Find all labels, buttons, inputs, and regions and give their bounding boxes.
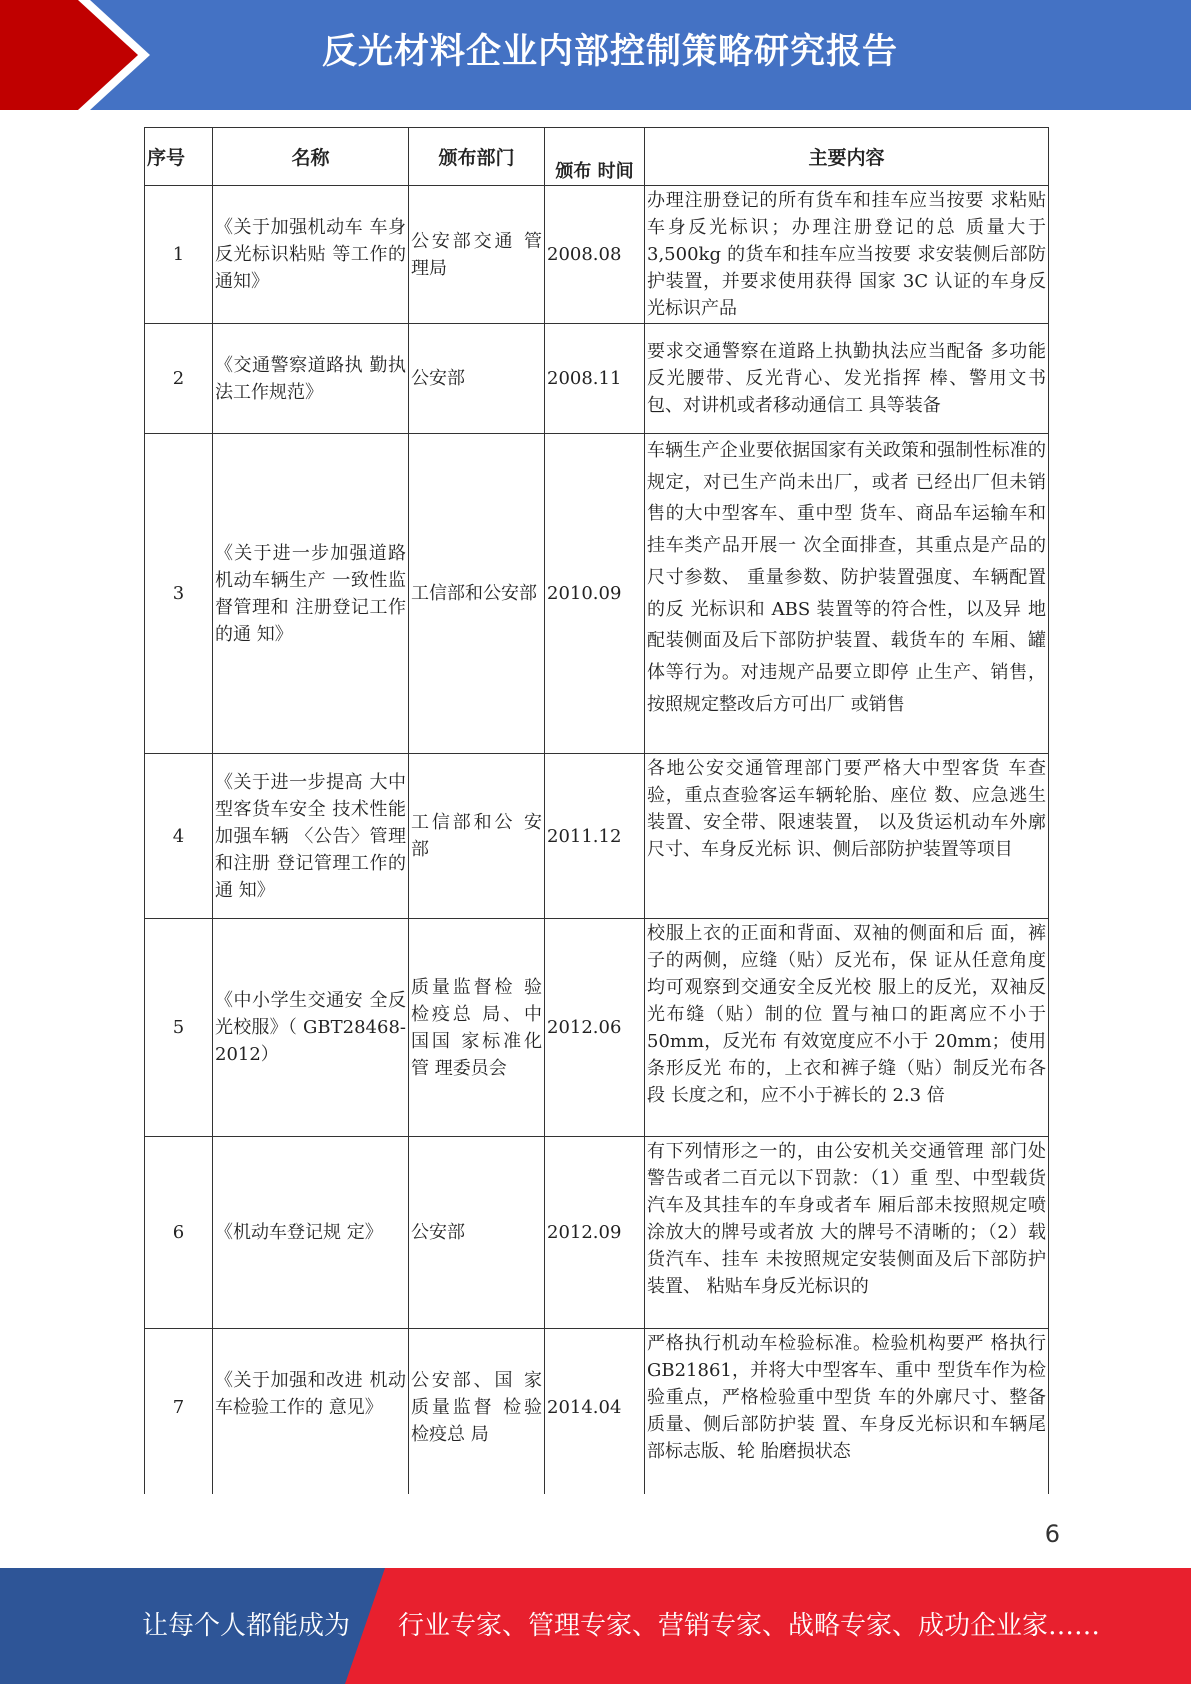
row-content: 严格执行机动车检验标准。检验机构要严 格执行 GB21861，并将大中型客车、重中 型货车作为检验重点，严格检验重中型货 车的外廓尺寸、整备质量、侧后部防护装 置、车身反光标识和车辆尾部标志版、轮 胎磨损状态: [645, 1329, 1049, 1494]
page-number: 6: [1044, 1520, 1060, 1548]
header-seq: 序号: [145, 128, 213, 186]
row-date: 2014.04: [545, 1329, 645, 1494]
row-name: 《机动车登记规 定》: [213, 1137, 409, 1329]
row-date: 2011.12: [545, 754, 645, 919]
header-red-arrow: [0, 0, 150, 110]
row-name: 《关于进一步加强道路机动车辆生产 一致性监督管理和 注册登记工作的通 知》: [213, 434, 409, 754]
table-row: [145, 1137, 1049, 1329]
row-dept: 公安部、国 家质量监督 检验检疫总 局: [409, 1329, 545, 1494]
table-header-row: [145, 128, 1049, 186]
footer-banner: [0, 1568, 1191, 1684]
row-content: 要求交通警察在道路上执勤执法应当配备 多功能反光腰带、反光背心、发光指挥 棒、警用文书包、对讲机或者移动通信工 具等装备: [645, 324, 1049, 434]
row-name: 《关于加强和改进 机动车检验工作的 意见》: [213, 1329, 409, 1494]
row-date: 2008.08: [545, 186, 645, 324]
table-row: [145, 754, 1049, 919]
row-seq: 6: [145, 1137, 213, 1329]
row-date: 2012.09: [545, 1137, 645, 1329]
table-row: [145, 1329, 1049, 1494]
row-name: 《中小学生交通安 全反光校服》（ GBT28468-2012）: [213, 919, 409, 1137]
row-content: 校服上衣的正面和背面、双袖的侧面和后 面，裤子的两侧，应缝（贴）反光布，保 证从任意角度均可观察到交通安全反光校 服上的反光，双袖反光布缝（贴）制的位 置与袖口的距离应不小于 50mm，反光布 有效宽度应不小于 20mm；使用条形反光 布的，上衣和裤子缝（贴）制反光布各段 长度之和，应不小于裤长的 2.3 倍: [645, 919, 1049, 1137]
table-row: [145, 919, 1049, 1137]
row-name: 《关于加强机动车 车身反光标识粘贴 等工作的通知》: [213, 186, 409, 324]
row-content: 车辆生产企业要依据国家有关政策和强制性标准的规定，对已生产尚未出厂，或者 已经出厂但未销售的大中型客车、重中型 货车、商品车运输车和挂车类产品开展一 次全面排查，其重点是产品的尺寸参数、 重量参数、防护装置强度、车辆配置的反 光标识和 ABS 装置等的符合性，以及异 地配装侧面及后下部防护装置、载货车的 车厢、罐体等行为。对违规产品要立即停 止生产、销售，按照规定整改后方可出厂 或销售: [645, 434, 1049, 754]
row-content: 办理注册登记的所有货车和挂车应当按要 求粘贴车身反光标识；办理注册登记的总 质量大于 3,500kg 的货车和挂车应当按要 求安装侧后部防护装置，并要求使用获得 国家 3C 认证的车身反光标识产品: [645, 186, 1049, 324]
row-seq: 1: [145, 186, 213, 324]
header-content: 主要内容: [645, 128, 1049, 186]
header-name: 名称: [213, 128, 409, 186]
row-date: 2012.06: [545, 919, 645, 1137]
row-seq: 7: [145, 1329, 213, 1494]
regulations-table-wrapper: [144, 127, 1049, 1494]
row-name: 《关于进一步提高 大中型客货车安全 技术性能加强车辆 〈公告〉管理和注册 登记管理工作的通 知》: [213, 754, 409, 919]
row-content: 有下列情形之一的，由公安机关交通管理 部门处警告或者二百元以下罚款：（1）重 型、中型载货汽车及其挂车的车身或者车 厢后部未按照规定喷涂放大的牌号或者放 大的牌号不清晰的；（2）载货汽车、挂车 未按照规定安装侧面及后下部防护装置、 粘贴车身反光标识的: [645, 1137, 1049, 1329]
page-title: 反光材料企业内部控制策略研究报告: [321, 32, 898, 72]
row-dept: 质量监督检 验检疫总 局、中国国 家标准化管 理委员会: [409, 919, 545, 1137]
row-dept: 公安部: [409, 1137, 545, 1329]
row-seq: 4: [145, 754, 213, 919]
row-content: 各地公安交通管理部门要严格大中型客货 车查验，重点查验客运车辆轮胎、座位 数、应急逃生装置、安全带、限速装置， 以及货运机动车外廓尺寸、车身反光标 识、侧后部防护装置等项目: [645, 754, 1049, 919]
row-date: 2010.09: [545, 434, 645, 754]
table-row: [145, 186, 1049, 324]
header-dept: 颁布部门: [409, 128, 545, 186]
row-seq: 3: [145, 434, 213, 754]
header-time: 颁布 时间: [545, 128, 645, 186]
row-date: 2008.11: [545, 324, 645, 434]
row-dept: 公安部交通 管理局: [409, 186, 545, 324]
footer-slogan-right: 行业专家、管理专家、营销专家、战略专家、成功企业家……: [398, 1611, 1101, 1641]
header-banner: [0, 0, 1191, 110]
row-dept: 工信部和公安部: [409, 434, 545, 754]
regulations-table: [144, 127, 1049, 1494]
table-row: [145, 434, 1049, 754]
row-name: 《交通警察道路执 勤执法工作规范》: [213, 324, 409, 434]
row-dept: 公安部: [409, 324, 545, 434]
row-seq: 5: [145, 919, 213, 1137]
row-seq: 2: [145, 324, 213, 434]
footer-slogan-left: 让每个人都能成为: [142, 1611, 351, 1641]
row-dept: 工信部和公 安部: [409, 754, 545, 919]
table-row: [145, 324, 1049, 434]
